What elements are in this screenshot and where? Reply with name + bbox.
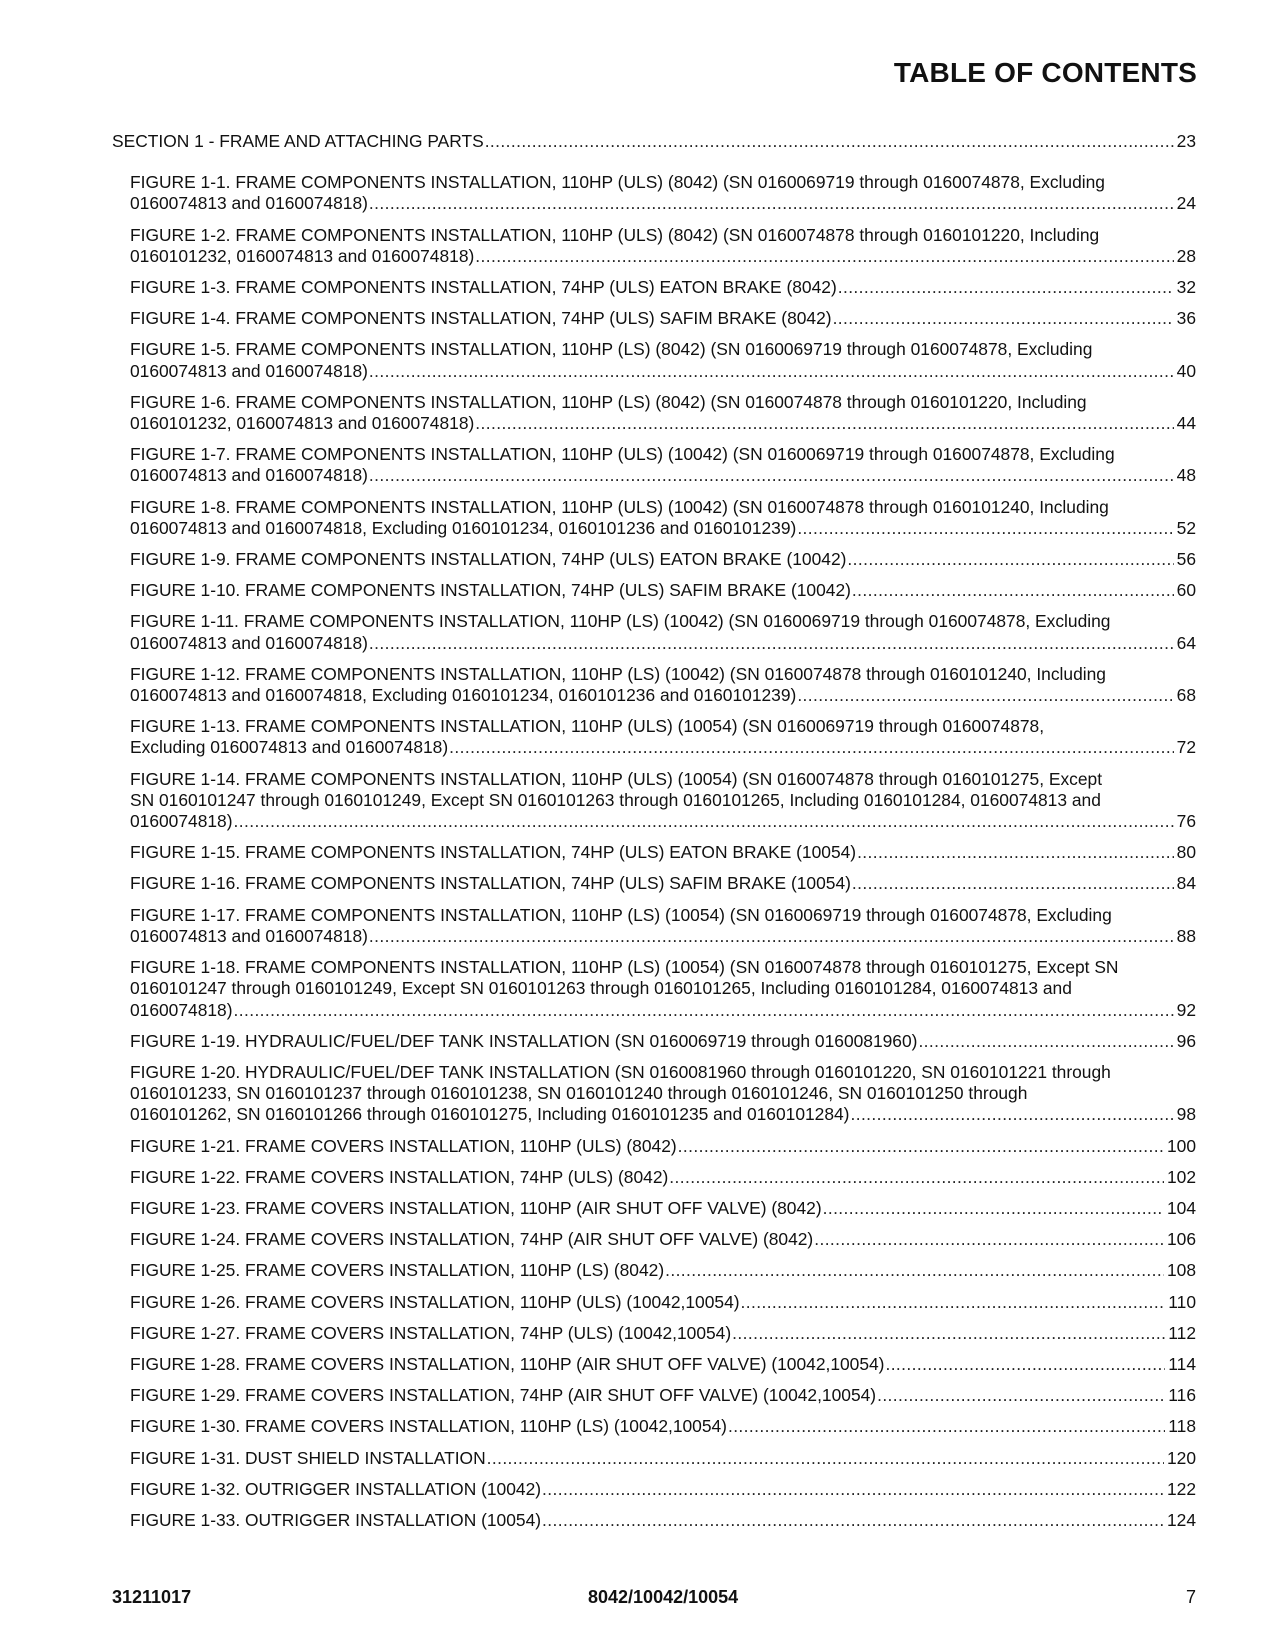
toc-figure-entry[interactable]	[112, 1031, 1196, 1052]
toc-figure-entry[interactable]	[112, 1062, 1196, 1126]
dot-leader	[678, 1136, 1164, 1157]
toc-entry-text: 0160074813 and 0160074818)	[130, 193, 368, 214]
toc-figure-entry[interactable]	[112, 1198, 1196, 1219]
toc-page-number: 36	[1176, 308, 1196, 329]
toc-figure-entry[interactable]	[112, 842, 1196, 863]
toc-entry-last-line	[130, 246, 1196, 267]
toc-entry-text: Excluding 0160074813 and 0160074818)	[130, 737, 449, 758]
toc-entry-text: FIGURE 1-26. FRAME COVERS INSTALLATION, 110HP (ULS) (10042,10054)	[130, 1291, 740, 1312]
toc-page-number: 52	[1176, 517, 1196, 538]
model-numbers: 8042/10042/10054	[588, 1587, 739, 1607]
dot-leader	[369, 193, 1174, 214]
toc-entry-text: FIGURE 1-16. FRAME COMPONENTS INSTALLATION, 74HP (ULS) SAFIM BRAKE (10054)	[130, 873, 851, 894]
toc-figure-entry[interactable]	[112, 1479, 1196, 1500]
toc-page-number: 44	[1176, 413, 1196, 434]
dot-leader	[369, 926, 1174, 947]
toc-entry-text-line: FIGURE 1-17. FRAME COMPONENTS INSTALLATION, 110HP (LS) (10054) (SN 0160069719 through 0160074878, Excluding	[130, 904, 1112, 925]
toc-entry-text-line: FIGURE 1-8. FRAME COMPONENTS INSTALLATION, 110HP (ULS) (10042) (SN 0160074878 through 0160101240, Including	[130, 496, 1109, 517]
toc-entry-last-line	[130, 580, 1196, 601]
toc-entry-last-line	[130, 1198, 1196, 1219]
dot-leader	[823, 1198, 1164, 1219]
toc-entry-last-line	[130, 737, 1196, 758]
toc-entry-last-line	[130, 1260, 1196, 1281]
toc-page-number: 110	[1168, 1291, 1196, 1312]
dot-leader	[475, 246, 1173, 267]
page-footer	[112, 1587, 1196, 1611]
toc-page-number: 84	[1176, 873, 1196, 894]
toc-entry-text: 0160074813 and 0160074818, Excluding 0160101234, 0160101236 and 0160101239)	[130, 517, 797, 538]
toc-page-number: 112	[1168, 1322, 1196, 1343]
dot-leader	[797, 518, 1173, 539]
toc-entry-text: FIGURE 1-29. FRAME COVERS INSTALLATION, 74HP (AIR SHUT OFF VALVE) (10042,10054)	[130, 1385, 877, 1406]
toc-figure-entry[interactable]	[112, 873, 1196, 894]
toc-entry-last-line	[130, 277, 1196, 298]
toc-figure-entry[interactable]	[112, 444, 1196, 486]
toc-figure-entry[interactable]	[112, 1354, 1196, 1375]
dot-leader	[449, 737, 1174, 758]
dot-leader	[369, 361, 1174, 382]
toc-entry-last-line	[130, 1229, 1196, 1250]
dot-leader	[852, 873, 1174, 894]
toc-entry-last-line	[130, 926, 1196, 947]
dot-leader	[857, 842, 1174, 863]
toc-entry-text: FIGURE 1-30. FRAME COVERS INSTALLATION, 110HP (LS) (10042,10054)	[130, 1416, 727, 1437]
dot-leader	[852, 580, 1174, 601]
toc-figure-entry[interactable]	[112, 1167, 1196, 1188]
toc-entry-text-line: FIGURE 1-1. FRAME COMPONENTS INSTALLATION, 110HP (ULS) (8042) (SN 0160069719 through 0160074878, Excluding	[130, 172, 1105, 193]
toc-figure-entry[interactable]	[112, 392, 1196, 434]
toc-entry-text: 0160074813 and 0160074818, Excluding 0160101234, 0160101236 and 0160101239)	[130, 685, 797, 706]
toc-page-number: 96	[1176, 1030, 1196, 1051]
toc-entry-last-line	[130, 1479, 1196, 1500]
toc-entry-text: FIGURE 1-10. FRAME COMPONENTS INSTALLATION, 74HP (ULS) SAFIM BRAKE (10042)	[130, 580, 851, 601]
toc-entry-last-line	[130, 1104, 1196, 1125]
toc-figure-entry[interactable]	[112, 716, 1196, 758]
toc-figure-entry[interactable]	[112, 1136, 1196, 1157]
toc-page-number: 32	[1176, 277, 1196, 298]
toc-entry-text: SECTION 1 - FRAME AND ATTACHING PARTS	[112, 131, 484, 151]
toc-entry-last-line	[130, 518, 1196, 539]
dot-leader	[838, 277, 1174, 298]
toc-entry-text: FIGURE 1-33. OUTRIGGER INSTALLATION (10054)	[130, 1509, 542, 1530]
toc-page-number: 104	[1166, 1197, 1196, 1218]
toc-page-number: 64	[1176, 632, 1196, 653]
toc-entry-text: FIGURE 1-22. FRAME COVERS INSTALLATION, 74HP (ULS) (8042)	[130, 1166, 669, 1187]
dot-leader	[850, 1104, 1173, 1125]
toc-figure-entry[interactable]	[112, 769, 1196, 833]
toc-page-number: 92	[1176, 999, 1196, 1020]
toc-page-number: 114	[1168, 1353, 1196, 1374]
toc-page-number: 80	[1176, 842, 1196, 863]
toc-figure-entry[interactable]	[112, 225, 1196, 267]
toc-entry-text-line: FIGURE 1-7. FRAME COMPONENTS INSTALLATION, 110HP (ULS) (10042) (SN 0160069719 through 0160074878, Excluding	[130, 444, 1115, 465]
toc-entry-last-line	[130, 842, 1196, 863]
toc-entry-text-line: FIGURE 1-12. FRAME COMPONENTS INSTALLATION, 110HP (LS) (10042) (SN 0160074878 through 0160101240, Including	[130, 663, 1106, 684]
toc-entry-text: 0160074818)	[130, 811, 233, 832]
toc-entry-last-line	[130, 361, 1196, 382]
toc-figure-entry[interactable]	[112, 1416, 1196, 1437]
toc-figure-entry[interactable]	[112, 339, 1196, 381]
dot-leader	[728, 1416, 1165, 1437]
table-of-contents	[112, 131, 1196, 1541]
toc-entry-last-line	[130, 1354, 1196, 1375]
toc-entry-text-line: FIGURE 1-11. FRAME COMPONENTS INSTALLATION, 110HP (LS) (10042) (SN 0160069719 through 0160074878, Excluding	[130, 611, 1111, 632]
toc-page-number: 100	[1166, 1135, 1196, 1156]
toc-entry-text: FIGURE 1-31. DUST SHIELD INSTALLATION	[130, 1447, 486, 1468]
toc-page-number: 76	[1176, 811, 1196, 832]
toc-entry-text: 0160074818)	[130, 999, 233, 1020]
toc-page-number: 116	[1168, 1385, 1196, 1406]
page-title: TABLE OF CONTENTS	[893, 57, 1197, 88]
toc-entry-text-line: FIGURE 1-2. FRAME COMPONENTS INSTALLATION, 110HP (ULS) (8042) (SN 0160074878 through 0160101220, Including	[130, 224, 1100, 245]
toc-entry-text: FIGURE 1-4. FRAME COMPONENTS INSTALLATION, 74HP (ULS) SAFIM BRAKE (8042)	[130, 308, 832, 329]
toc-figure-entry[interactable]	[112, 905, 1196, 947]
toc-entry-last-line	[130, 308, 1196, 329]
toc-figure-entry[interactable]	[112, 1510, 1196, 1531]
toc-entry-last-line	[130, 1292, 1196, 1313]
toc-entry-text: 0160074813 and 0160074818)	[130, 360, 368, 381]
dot-leader	[833, 308, 1174, 329]
toc-page-number: 108	[1166, 1260, 1196, 1281]
toc-entry-text: 0160074813 and 0160074818)	[130, 925, 368, 946]
toc-page-number: 28	[1176, 245, 1196, 266]
toc-entry-last-line	[130, 1510, 1196, 1531]
toc-figure-entry[interactable]	[112, 308, 1196, 329]
toc-entry-text-line: FIGURE 1-13. FRAME COMPONENTS INSTALLATION, 110HP (ULS) (10054) (SN 0160069719 through 0160074878,	[130, 716, 1045, 737]
dot-leader	[542, 1479, 1164, 1500]
toc-entry-text: FIGURE 1-24. FRAME COVERS INSTALLATION, 74HP (AIR SHUT OFF VALVE) (8042)	[130, 1229, 814, 1250]
toc-entry-text-line: FIGURE 1-5. FRAME COMPONENTS INSTALLATION, 110HP (LS) (8042) (SN 0160069719 through 0160074878, Excluding	[130, 339, 1093, 360]
toc-entry-text: FIGURE 1-27. FRAME COVERS INSTALLATION, 74HP (ULS) (10042,10054)	[130, 1322, 732, 1343]
toc-entry-text: FIGURE 1-19. HYDRAULIC/FUEL/DEF TANK INSTALLATION (SN 0160069719 through 0160081960)	[130, 1030, 918, 1051]
dot-leader	[741, 1292, 1166, 1313]
toc-entry-last-line	[130, 685, 1196, 706]
toc-page-number: 72	[1176, 737, 1196, 758]
toc-entry-text-line: 0160101247 through 0160101249, Except SN 0160101263 through 0160101265, Including 0160101284, 0160074813 and	[130, 978, 1072, 999]
toc-entry-last-line	[130, 465, 1196, 486]
dot-leader	[877, 1385, 1165, 1406]
dot-leader	[369, 633, 1174, 654]
dot-leader	[669, 1167, 1164, 1188]
page-number: 7	[1185, 1587, 1196, 1607]
toc-entry-text-line: FIGURE 1-18. FRAME COMPONENTS INSTALLATION, 110HP (LS) (10054) (SN 0160074878 through 0160101275, Except SN	[130, 957, 1119, 978]
toc-entry-text: 0160074813 and 0160074818)	[130, 632, 368, 653]
toc-figure-entry[interactable]	[112, 580, 1196, 601]
toc-entry-text: FIGURE 1-21. FRAME COVERS INSTALLATION, 110HP (ULS) (8042)	[130, 1135, 677, 1156]
toc-figure-entry[interactable]	[112, 664, 1196, 706]
toc-entry-text-line: FIGURE 1-14. FRAME COMPONENTS INSTALLATION, 110HP (ULS) (10054) (SN 0160074878 through 0160101275, Except	[130, 768, 1103, 789]
toc-page-number: 120	[1166, 1447, 1196, 1468]
toc-figure-entry[interactable]	[112, 549, 1196, 570]
document-number: 31211017	[112, 1587, 192, 1607]
toc-entry-last-line	[130, 1031, 1196, 1052]
toc-entry-text: 0160074813 and 0160074818)	[130, 465, 368, 486]
toc-figure-entry[interactable]	[112, 1229, 1196, 1250]
toc-entry-last-line	[130, 1416, 1196, 1437]
toc-page-number: 24	[1176, 193, 1196, 214]
toc-figure-entry[interactable]	[112, 1292, 1196, 1313]
toc-entry-text: 0160101232, 0160074813 and 0160074818)	[130, 245, 475, 266]
toc-page-number: 23	[1176, 131, 1196, 151]
dot-leader	[732, 1323, 1165, 1344]
dot-leader	[234, 811, 1174, 832]
toc-page-number: 40	[1176, 360, 1196, 381]
toc-entry-text-line: FIGURE 1-20. HYDRAULIC/FUEL/DEF TANK INSTALLATION (SN 0160081960 through 0160101220, SN 0160101221 through	[130, 1061, 1111, 1082]
toc-entry-text: FIGURE 1-28. FRAME COVERS INSTALLATION, 110HP (AIR SHUT OFF VALVE) (10042,10054)	[130, 1353, 885, 1374]
toc-page-number: 102	[1166, 1166, 1196, 1187]
toc-figure-entry[interactable]	[112, 611, 1196, 653]
toc-entry-text: 0160101262, SN 0160101266 through 0160101275, Including 0160101235 and 0160101284)	[130, 1104, 850, 1125]
toc-entry-last-line	[130, 811, 1196, 832]
dot-leader	[885, 1354, 1165, 1375]
toc-figure-entry[interactable]	[112, 497, 1196, 539]
toc-entry-text: FIGURE 1-25. FRAME COVERS INSTALLATION, 110HP (LS) (8042)	[130, 1260, 665, 1281]
toc-page-number: 56	[1176, 549, 1196, 570]
toc-entry-last-line	[130, 873, 1196, 894]
toc-entry-text: FIGURE 1-15. FRAME COMPONENTS INSTALLATION, 74HP (ULS) EATON BRAKE (10054)	[130, 842, 857, 863]
toc-entry-text: FIGURE 1-23. FRAME COVERS INSTALLATION, 110HP (AIR SHUT OFF VALVE) (8042)	[130, 1197, 822, 1218]
toc-entry-last-line	[130, 1167, 1196, 1188]
toc-figure-entry[interactable]	[112, 1385, 1196, 1406]
toc-entry-text-line: 0160101233, SN 0160101237 through 0160101238, SN 0160101240 through 0160101246, SN 0160101250 through	[130, 1083, 1028, 1104]
toc-figure-entry[interactable]	[112, 957, 1196, 1021]
dot-leader	[814, 1229, 1164, 1250]
toc-page-number: 68	[1176, 685, 1196, 706]
toc-entry-last-line	[130, 549, 1196, 570]
toc-entry-last-line	[130, 1448, 1196, 1469]
toc-page-number: 60	[1176, 580, 1196, 601]
toc-entry-text: FIGURE 1-32. OUTRIGGER INSTALLATION (10042)	[130, 1478, 542, 1499]
toc-page-number: 118	[1168, 1416, 1196, 1437]
toc-figure-entry[interactable]	[112, 277, 1196, 298]
dot-leader	[918, 1031, 1173, 1052]
dot-leader	[487, 1448, 1164, 1469]
toc-figure-entry[interactable]	[112, 172, 1196, 214]
dot-leader	[665, 1260, 1164, 1281]
toc-entry-text-line: FIGURE 1-6. FRAME COMPONENTS INSTALLATION, 110HP (LS) (8042) (SN 0160074878 through 0160101220, Including	[130, 391, 1087, 412]
toc-entry-last-line	[130, 1323, 1196, 1344]
toc-entry-last-line	[130, 1000, 1196, 1021]
toc-entry-last-line	[130, 1385, 1196, 1406]
toc-entry-text-line: SN 0160101247 through 0160101249, Except SN 0160101263 through 0160101265, Including 0160101284, 0160074813 and	[130, 789, 1101, 810]
toc-entry-last-line	[130, 413, 1196, 434]
toc-entry-text: 0160101232, 0160074813 and 0160074818)	[130, 413, 475, 434]
toc-entry-last-line	[130, 193, 1196, 214]
toc-figure-entry[interactable]	[112, 1260, 1196, 1281]
dot-leader	[542, 1510, 1164, 1531]
toc-page-number: 106	[1166, 1229, 1196, 1250]
toc-entry-last-line	[130, 1136, 1196, 1157]
toc-page-number: 98	[1176, 1104, 1196, 1125]
toc-entry-last-line	[130, 633, 1196, 654]
dot-leader	[234, 1000, 1174, 1021]
toc-section-entry[interactable]	[112, 131, 1196, 152]
toc-entry-last-line	[112, 131, 1196, 152]
dot-leader	[369, 465, 1174, 486]
dot-leader	[797, 685, 1173, 706]
toc-entry-text: FIGURE 1-3. FRAME COMPONENTS INSTALLATION, 74HP (ULS) EATON BRAKE (8042)	[130, 277, 837, 298]
toc-entry-text: FIGURE 1-9. FRAME COMPONENTS INSTALLATION, 74HP (ULS) EATON BRAKE (10042)	[130, 549, 847, 570]
toc-figure-entry[interactable]	[112, 1323, 1196, 1344]
dot-leader	[485, 131, 1174, 152]
toc-figure-entry[interactable]	[112, 1448, 1196, 1469]
toc-page-number: 48	[1176, 465, 1196, 486]
toc-page-number: 88	[1176, 925, 1196, 946]
dot-leader	[475, 413, 1173, 434]
toc-page-number: 124	[1166, 1509, 1196, 1530]
dot-leader	[847, 549, 1173, 570]
toc-page-number: 122	[1166, 1478, 1196, 1499]
